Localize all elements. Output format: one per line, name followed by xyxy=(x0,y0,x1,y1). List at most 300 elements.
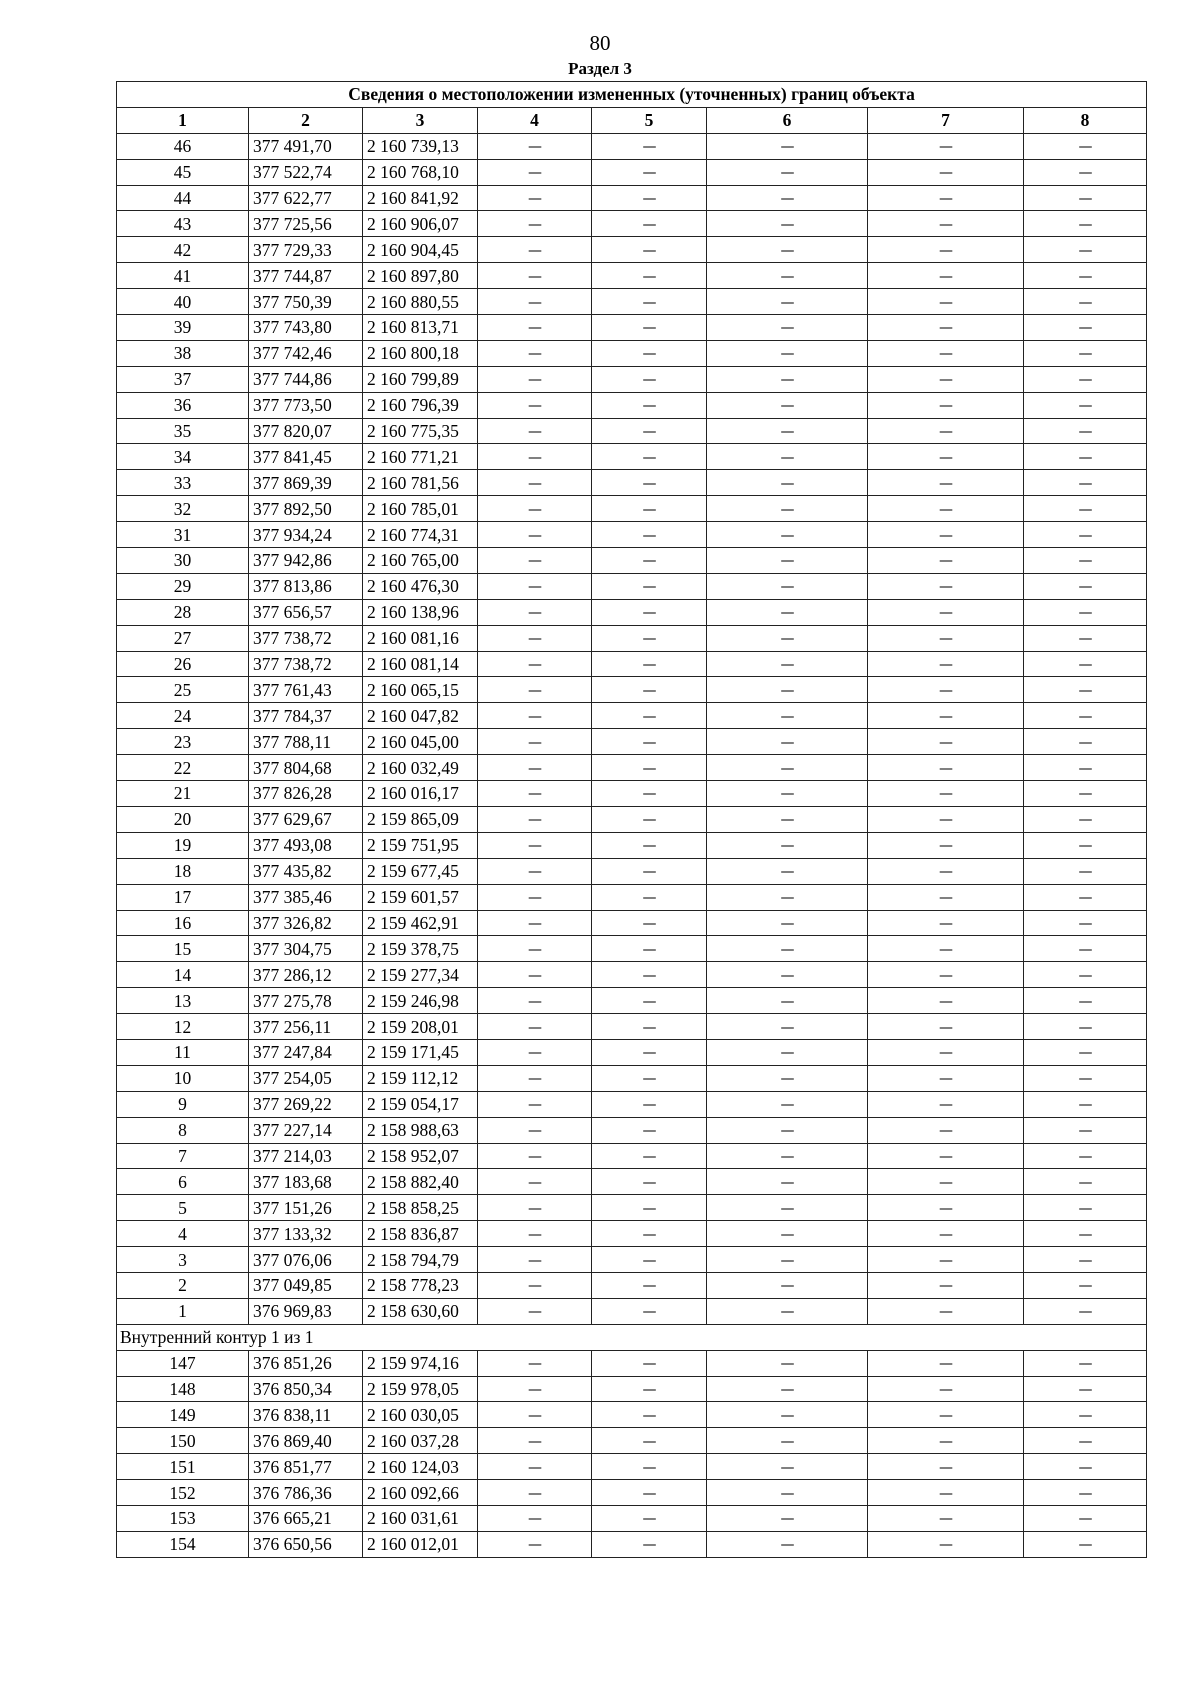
dash-mark: — xyxy=(1078,346,1092,363)
empty-value-cell xyxy=(592,1428,707,1454)
empty-value-cell xyxy=(868,392,1024,418)
empty-value-cell xyxy=(592,185,707,211)
dash-mark: — xyxy=(528,346,541,363)
empty-value-cell xyxy=(592,1298,707,1324)
table-row xyxy=(117,988,1147,1014)
empty-value-cell xyxy=(707,315,868,341)
dash-mark: — xyxy=(1078,786,1092,803)
empty-value-cell xyxy=(868,1195,1024,1221)
empty-value-cell xyxy=(592,936,707,962)
dash-mark: — xyxy=(642,216,656,233)
dash-mark: — xyxy=(642,993,656,1010)
empty-value-cell xyxy=(707,418,868,444)
point-number-cell: 25 xyxy=(117,677,249,703)
empty-value-cell xyxy=(478,1039,592,1065)
empty-value-cell xyxy=(592,625,707,651)
empty-value-cell xyxy=(478,962,592,988)
dash-mark: — xyxy=(780,838,794,855)
inner-contour-rows xyxy=(117,1350,1147,1557)
table-row xyxy=(117,1169,1147,1195)
empty-value-cell xyxy=(868,366,1024,392)
x-coordinate-cell: 377 151,26 xyxy=(249,1195,363,1221)
empty-value-cell xyxy=(868,496,1024,522)
point-number-cell: 154 xyxy=(117,1531,249,1557)
empty-value-cell xyxy=(478,1117,592,1143)
y-coordinate-cell: 2 160 476,30 xyxy=(363,573,478,599)
dash-mark: — xyxy=(780,501,794,518)
dash-mark: — xyxy=(939,1381,952,1398)
point-number-cell: 149 xyxy=(117,1402,249,1428)
dash-mark: — xyxy=(642,1045,656,1062)
x-coordinate-cell: 377 743,80 xyxy=(249,315,363,341)
empty-value-cell xyxy=(592,289,707,315)
empty-value-cell xyxy=(1024,1402,1147,1428)
dash-mark: — xyxy=(528,139,541,156)
empty-value-cell xyxy=(1024,289,1147,315)
point-number-cell: 3 xyxy=(117,1247,249,1273)
empty-value-cell xyxy=(868,211,1024,237)
point-number-cell: 24 xyxy=(117,703,249,729)
empty-value-cell xyxy=(707,444,868,470)
dash-mark: — xyxy=(528,1433,541,1450)
table-row xyxy=(117,1195,1147,1221)
table-row xyxy=(117,1272,1147,1298)
table-row xyxy=(117,548,1147,574)
dash-mark: — xyxy=(1078,838,1092,855)
dash-mark: — xyxy=(780,1071,794,1088)
dash-mark: — xyxy=(780,424,794,441)
dash-mark: — xyxy=(1078,398,1092,415)
dash-mark: — xyxy=(642,1174,656,1191)
table-row xyxy=(117,289,1147,315)
point-number-cell: 4 xyxy=(117,1221,249,1247)
point-number-cell: 2 xyxy=(117,1272,249,1298)
empty-value-cell xyxy=(868,858,1024,884)
empty-value-cell xyxy=(592,1169,707,1195)
dash-mark: — xyxy=(642,838,656,855)
table-caption: Сведения о местоположении измененных (уточненных) границ объекта xyxy=(117,82,1147,108)
y-coordinate-cell: 2 160 030,05 xyxy=(363,1402,478,1428)
dash-mark: — xyxy=(1078,1123,1092,1140)
dash-mark: — xyxy=(1078,734,1092,751)
empty-value-cell xyxy=(1024,1117,1147,1143)
empty-value-cell xyxy=(478,832,592,858)
dash-mark: — xyxy=(642,1071,656,1088)
empty-value-cell xyxy=(478,651,592,677)
empty-value-cell xyxy=(868,729,1024,755)
dash-mark: — xyxy=(528,1174,541,1191)
empty-value-cell xyxy=(707,832,868,858)
dash-mark: — xyxy=(642,553,656,570)
dash-mark: — xyxy=(1078,1019,1092,1036)
empty-value-cell xyxy=(592,1402,707,1428)
x-coordinate-cell: 376 850,34 xyxy=(249,1376,363,1402)
empty-value-cell xyxy=(1024,1014,1147,1040)
dash-mark: — xyxy=(1078,1407,1092,1424)
empty-value-cell xyxy=(478,1272,592,1298)
point-number-cell: 11 xyxy=(117,1039,249,1065)
dash-mark: — xyxy=(780,864,794,881)
dash-mark: — xyxy=(780,1045,794,1062)
dash-mark: — xyxy=(1078,1537,1092,1554)
dash-mark: — xyxy=(1078,372,1092,389)
dash-mark: — xyxy=(528,242,541,259)
empty-value-cell xyxy=(868,418,1024,444)
dash-mark: — xyxy=(528,1123,541,1140)
empty-value-cell xyxy=(1024,211,1147,237)
dash-mark: — xyxy=(939,501,952,518)
point-number-cell: 10 xyxy=(117,1065,249,1091)
dash-mark: — xyxy=(1078,139,1092,156)
empty-value-cell xyxy=(478,496,592,522)
table-row xyxy=(117,211,1147,237)
dash-mark: — xyxy=(1078,449,1092,466)
empty-value-cell xyxy=(592,548,707,574)
empty-value-cell xyxy=(707,392,868,418)
point-number-cell: 23 xyxy=(117,729,249,755)
empty-value-cell xyxy=(868,1298,1024,1324)
x-coordinate-cell: 377 804,68 xyxy=(249,755,363,781)
empty-value-cell xyxy=(1024,496,1147,522)
dash-mark: — xyxy=(642,320,656,337)
empty-value-cell xyxy=(707,1169,868,1195)
empty-value-cell xyxy=(707,185,868,211)
empty-value-cell xyxy=(707,211,868,237)
column-header: 2 xyxy=(249,107,363,133)
table-row xyxy=(117,522,1147,548)
empty-value-cell xyxy=(478,1454,592,1480)
dash-mark: — xyxy=(1078,1356,1092,1373)
point-number-cell: 148 xyxy=(117,1376,249,1402)
empty-value-cell xyxy=(707,1014,868,1040)
y-coordinate-cell: 2 159 601,57 xyxy=(363,884,478,910)
empty-value-cell xyxy=(707,1480,868,1506)
table-row xyxy=(117,418,1147,444)
dash-mark: — xyxy=(642,398,656,415)
empty-value-cell xyxy=(478,522,592,548)
dash-mark: — xyxy=(1078,1433,1092,1450)
dash-mark: — xyxy=(780,734,794,751)
table-row xyxy=(117,133,1147,159)
point-number-cell: 33 xyxy=(117,470,249,496)
column-header: 1 xyxy=(117,107,249,133)
dash-mark: — xyxy=(528,760,541,777)
dash-mark: — xyxy=(780,449,794,466)
point-number-cell: 32 xyxy=(117,496,249,522)
dash-mark: — xyxy=(642,1019,656,1036)
empty-value-cell xyxy=(707,703,868,729)
y-coordinate-cell: 2 160 012,01 xyxy=(363,1531,478,1557)
empty-value-cell xyxy=(592,1376,707,1402)
empty-value-cell xyxy=(478,1298,592,1324)
empty-value-cell xyxy=(707,289,868,315)
dash-mark: — xyxy=(1078,657,1092,674)
y-coordinate-cell: 2 160 799,89 xyxy=(363,366,478,392)
empty-value-cell xyxy=(478,781,592,807)
dash-mark: — xyxy=(642,449,656,466)
empty-value-cell xyxy=(1024,1091,1147,1117)
empty-value-cell xyxy=(1024,936,1147,962)
x-coordinate-cell: 377 622,77 xyxy=(249,185,363,211)
dash-mark: — xyxy=(642,1511,656,1528)
empty-value-cell xyxy=(1024,1480,1147,1506)
dash-mark: — xyxy=(642,1148,656,1165)
empty-value-cell xyxy=(478,1195,592,1221)
y-coordinate-cell: 2 158 836,87 xyxy=(363,1221,478,1247)
inner-contour-section xyxy=(117,1324,1147,1350)
empty-value-cell xyxy=(592,1454,707,1480)
empty-value-cell xyxy=(478,1350,592,1376)
dash-mark: — xyxy=(528,1019,541,1036)
point-number-cell: 30 xyxy=(117,548,249,574)
y-coordinate-cell: 2 160 785,01 xyxy=(363,496,478,522)
point-number-cell: 9 xyxy=(117,1091,249,1117)
dash-mark: — xyxy=(1078,1485,1092,1502)
table-row xyxy=(117,729,1147,755)
y-coordinate-cell: 2 160 081,16 xyxy=(363,625,478,651)
table-row xyxy=(117,832,1147,858)
dash-mark: — xyxy=(642,579,656,596)
x-coordinate-cell: 377 183,68 xyxy=(249,1169,363,1195)
point-number-cell: 26 xyxy=(117,651,249,677)
empty-value-cell xyxy=(478,211,592,237)
empty-value-cell xyxy=(478,1221,592,1247)
y-coordinate-cell: 2 159 112,12 xyxy=(363,1065,478,1091)
dash-mark: — xyxy=(1078,605,1092,622)
y-coordinate-cell: 2 160 880,55 xyxy=(363,289,478,315)
dash-mark: — xyxy=(528,449,541,466)
dash-mark: — xyxy=(528,864,541,881)
dash-mark: — xyxy=(642,139,656,156)
point-number-cell: 147 xyxy=(117,1350,249,1376)
point-number-cell: 34 xyxy=(117,444,249,470)
dash-mark: — xyxy=(642,1537,656,1554)
y-coordinate-cell: 2 159 054,17 xyxy=(363,1091,478,1117)
empty-value-cell xyxy=(478,1428,592,1454)
empty-value-cell xyxy=(592,211,707,237)
column-header: 7 xyxy=(868,107,1024,133)
dash-mark: — xyxy=(642,294,656,311)
empty-value-cell xyxy=(868,962,1024,988)
empty-value-cell xyxy=(478,237,592,263)
empty-value-cell xyxy=(592,1117,707,1143)
dash-mark: — xyxy=(780,294,794,311)
table-row xyxy=(117,625,1147,651)
empty-value-cell xyxy=(707,1117,868,1143)
x-coordinate-cell: 377 813,86 xyxy=(249,573,363,599)
y-coordinate-cell: 2 158 988,63 xyxy=(363,1117,478,1143)
y-coordinate-cell: 2 160 765,00 xyxy=(363,548,478,574)
empty-value-cell xyxy=(592,133,707,159)
dash-mark: — xyxy=(528,631,541,648)
empty-value-cell xyxy=(592,1531,707,1557)
empty-value-cell xyxy=(478,185,592,211)
dash-mark: — xyxy=(1078,890,1092,907)
y-coordinate-cell: 2 159 462,91 xyxy=(363,910,478,936)
empty-value-cell xyxy=(478,1169,592,1195)
x-coordinate-cell: 377 304,75 xyxy=(249,936,363,962)
x-coordinate-cell: 377 942,86 xyxy=(249,548,363,574)
dash-mark: — xyxy=(1078,941,1092,958)
table-row xyxy=(117,1531,1147,1557)
dash-mark: — xyxy=(780,553,794,570)
dash-mark: — xyxy=(780,1485,794,1502)
dash-mark: — xyxy=(528,1356,541,1373)
y-coordinate-cell: 2 160 904,45 xyxy=(363,237,478,263)
dash-mark: — xyxy=(939,734,952,751)
dash-mark: — xyxy=(780,398,794,415)
empty-value-cell xyxy=(868,159,1024,185)
dash-mark: — xyxy=(780,1381,794,1398)
dash-mark: — xyxy=(939,372,952,389)
dash-mark: — xyxy=(939,1019,952,1036)
empty-value-cell xyxy=(1024,315,1147,341)
dash-mark: — xyxy=(642,1485,656,1502)
dash-mark: — xyxy=(939,1226,952,1243)
empty-value-cell xyxy=(478,548,592,574)
empty-value-cell xyxy=(868,522,1024,548)
y-coordinate-cell: 2 159 974,16 xyxy=(363,1350,478,1376)
dash-mark: — xyxy=(939,424,952,441)
empty-value-cell xyxy=(478,340,592,366)
empty-value-cell xyxy=(707,1454,868,1480)
empty-value-cell xyxy=(1024,548,1147,574)
dash-mark: — xyxy=(939,242,952,259)
dash-mark: — xyxy=(1078,1097,1092,1114)
empty-value-cell xyxy=(707,988,868,1014)
dash-mark: — xyxy=(780,1407,794,1424)
empty-value-cell xyxy=(1024,962,1147,988)
point-number-cell: 5 xyxy=(117,1195,249,1221)
dash-mark: — xyxy=(642,682,656,699)
dash-mark: — xyxy=(1078,631,1092,648)
dash-mark: — xyxy=(528,1226,541,1243)
dash-mark: — xyxy=(939,320,952,337)
empty-value-cell xyxy=(707,1428,868,1454)
table-row xyxy=(117,781,1147,807)
empty-value-cell xyxy=(1024,1221,1147,1247)
dash-mark: — xyxy=(642,941,656,958)
dash-mark: — xyxy=(1078,760,1092,777)
dash-mark: — xyxy=(528,967,541,984)
table-row xyxy=(117,910,1147,936)
dash-mark: — xyxy=(939,915,952,932)
dash-mark: — xyxy=(780,1148,794,1165)
empty-value-cell xyxy=(868,1169,1024,1195)
dash-mark: — xyxy=(1078,682,1092,699)
dash-mark: — xyxy=(939,1537,952,1554)
empty-value-cell xyxy=(478,1480,592,1506)
dash-mark: — xyxy=(939,449,952,466)
point-number-cell: 39 xyxy=(117,315,249,341)
x-coordinate-cell: 377 656,57 xyxy=(249,599,363,625)
table-row xyxy=(117,755,1147,781)
empty-value-cell xyxy=(592,988,707,1014)
empty-value-cell xyxy=(478,858,592,884)
dash-mark: — xyxy=(642,605,656,622)
empty-value-cell xyxy=(1024,418,1147,444)
x-coordinate-cell: 376 838,11 xyxy=(249,1402,363,1428)
dash-mark: — xyxy=(1078,579,1092,596)
dash-mark: — xyxy=(642,1226,656,1243)
empty-value-cell xyxy=(1024,651,1147,677)
empty-value-cell xyxy=(1024,1531,1147,1557)
dash-mark: — xyxy=(939,760,952,777)
dash-mark: — xyxy=(1078,1278,1092,1295)
y-coordinate-cell: 2 158 630,60 xyxy=(363,1298,478,1324)
x-coordinate-cell: 377 227,14 xyxy=(249,1117,363,1143)
y-coordinate-cell: 2 160 906,07 xyxy=(363,211,478,237)
table-row xyxy=(117,1350,1147,1376)
x-coordinate-cell: 377 629,67 xyxy=(249,806,363,832)
empty-value-cell xyxy=(1024,1428,1147,1454)
empty-value-cell xyxy=(592,1221,707,1247)
table-row xyxy=(117,1402,1147,1428)
dash-mark: — xyxy=(939,1459,952,1476)
dash-mark: — xyxy=(642,708,656,725)
dash-mark: — xyxy=(780,1097,794,1114)
empty-value-cell xyxy=(592,858,707,884)
empty-value-cell xyxy=(478,1376,592,1402)
empty-value-cell xyxy=(478,1014,592,1040)
empty-value-cell xyxy=(868,755,1024,781)
empty-value-cell xyxy=(1024,1505,1147,1531)
y-coordinate-cell: 2 160 138,96 xyxy=(363,599,478,625)
x-coordinate-cell: 376 786,36 xyxy=(249,1480,363,1506)
point-number-cell: 27 xyxy=(117,625,249,651)
empty-value-cell xyxy=(1024,1298,1147,1324)
column-header: 5 xyxy=(592,107,707,133)
empty-value-cell xyxy=(478,573,592,599)
empty-value-cell xyxy=(868,1402,1024,1428)
table-row xyxy=(117,703,1147,729)
dash-mark: — xyxy=(939,605,952,622)
x-coordinate-cell: 377 049,85 xyxy=(249,1272,363,1298)
x-coordinate-cell: 377 892,50 xyxy=(249,496,363,522)
empty-value-cell xyxy=(478,1091,592,1117)
point-number-cell: 152 xyxy=(117,1480,249,1506)
dash-mark: — xyxy=(528,1071,541,1088)
y-coordinate-cell: 2 158 882,40 xyxy=(363,1169,478,1195)
x-coordinate-cell: 377 820,07 xyxy=(249,418,363,444)
dash-mark: — xyxy=(939,139,952,156)
dash-mark: — xyxy=(1078,812,1092,829)
y-coordinate-cell: 2 159 171,45 xyxy=(363,1039,478,1065)
dash-mark: — xyxy=(528,501,541,518)
y-coordinate-cell: 2 160 813,71 xyxy=(363,315,478,341)
empty-value-cell xyxy=(592,1065,707,1091)
dash-mark: — xyxy=(780,1200,794,1217)
x-coordinate-cell: 377 435,82 xyxy=(249,858,363,884)
dash-mark: — xyxy=(528,708,541,725)
empty-value-cell xyxy=(592,1091,707,1117)
dash-mark: — xyxy=(528,812,541,829)
dash-mark: — xyxy=(780,605,794,622)
empty-value-cell xyxy=(1024,599,1147,625)
empty-value-cell xyxy=(592,832,707,858)
empty-value-cell xyxy=(592,677,707,703)
column-header: 4 xyxy=(478,107,592,133)
empty-value-cell xyxy=(868,263,1024,289)
dash-mark: — xyxy=(1078,216,1092,233)
dash-mark: — xyxy=(642,1097,656,1114)
dash-mark: — xyxy=(780,1304,794,1321)
empty-value-cell xyxy=(592,806,707,832)
y-coordinate-cell: 2 160 739,13 xyxy=(363,133,478,159)
y-coordinate-cell: 2 160 031,61 xyxy=(363,1505,478,1531)
empty-value-cell xyxy=(868,1117,1024,1143)
table-row xyxy=(117,1298,1147,1324)
